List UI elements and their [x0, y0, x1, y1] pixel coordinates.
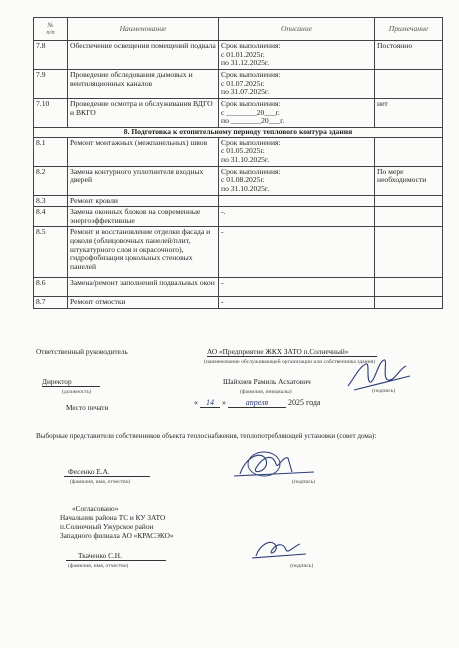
date-month: апреля [228, 399, 286, 408]
cell-num: 8.1 [34, 137, 68, 166]
org-name: АО «Предприятие ЖКХ ЗАТО п.Солнечный» [207, 348, 377, 357]
agreed-label: «Согласовано» [72, 504, 119, 513]
agree-sig-caption: (подпись) [290, 563, 314, 569]
stamp-place: Место печати [66, 403, 109, 412]
table-row [34, 227, 443, 278]
cell-note [375, 195, 443, 207]
cell-num: 8.4 [34, 207, 68, 227]
cell-note [375, 137, 443, 166]
date-day: 14 [200, 399, 220, 408]
person-name: Шайхиев Рамиль Асхатович [223, 377, 311, 386]
cell-note: Постоянно [375, 41, 443, 70]
cell-num: 7.9 [34, 70, 68, 99]
person-caption: (фамилия, инициалы) [240, 389, 292, 395]
cell-name: Проведение обследования дымовых и вентиляционных каналов [68, 70, 219, 99]
rep-sig-caption: (подпись) [292, 479, 316, 485]
header-name: Наименование [68, 18, 219, 41]
cell-note [375, 278, 443, 297]
cell-note [375, 227, 443, 278]
table-row [34, 166, 443, 195]
table-row [34, 70, 443, 99]
agree-line-1: Начальник района ТС и КУ ЗАТО [60, 513, 166, 522]
cell-name: Ремонт монтажных (межпанельных) швов [68, 137, 219, 166]
section-title: 8. Подготовка к отопительному периоду теплового контура здания [34, 128, 443, 138]
cell-name: Проведение осмотра и обслуживания ВДГО и ВКГО [68, 99, 219, 128]
rep-name: Фесенко Е.А. [64, 468, 150, 477]
cell-name: Замена оконных блоков на современные энергоэффективные [68, 207, 219, 227]
cell-name: Обеспечение освещения помещений подвала [68, 41, 219, 70]
cell-note [375, 70, 443, 99]
cell-note: нет [375, 99, 443, 128]
section-row [34, 128, 443, 138]
signature-caption: (подпись) [372, 388, 396, 394]
position-caption: (должность) [62, 389, 92, 395]
cell-name: Ремонт отмостки [68, 297, 219, 309]
cell-desc: - [219, 297, 375, 309]
responsible-label: Ответственный руководитель [36, 347, 128, 356]
date-line [194, 399, 320, 408]
cell-desc: Срок выполнения: с 01.08.2025г. по 31.10.2025г. [219, 166, 375, 195]
cell-desc: -. [219, 207, 375, 227]
org-caption: (наименование обслуживающей организации или собственника здания) [204, 359, 376, 365]
cell-desc: Срок выполнения: с 01.01.2025г. по 31.12.2025г. [219, 41, 375, 70]
cell-num: 8.5 [34, 227, 68, 278]
agree-line-3: Западного филиала АО «КРАСЭКО» [60, 531, 174, 540]
position: Директор [42, 378, 100, 387]
cell-num: 8.3 [34, 195, 68, 207]
table-row [34, 41, 443, 70]
agree-name: Ткаченко С.Н. [66, 552, 166, 561]
table-row [34, 207, 443, 227]
rep-caption: (фамилия, имя, отчество) [70, 479, 131, 485]
cell-desc: Срок выполнения: с 01.05.2025г. по 31.10.2025г. [219, 137, 375, 166]
elected-label: Выборные представители собственников объекта теплоснабжения, теплопотребляющей установки (совет дома): [36, 432, 377, 440]
cell-num: 7.8 [34, 41, 68, 70]
cell-desc: - [219, 227, 375, 278]
table-row [34, 297, 443, 309]
table-header-row [34, 18, 443, 41]
cell-num: 8.2 [34, 166, 68, 195]
date-year: 2025 года [288, 398, 321, 407]
date-quote-open: « [194, 398, 198, 407]
header-desc: Описание [219, 18, 375, 41]
cell-name: Ремонт и восстановление отделки фасада и цоколя (облицовочных панелей/плит, штукатурного слоя и окрасочного), гидрофобизация цокольных стеновых панелей [68, 227, 219, 278]
cell-name: Замена/ремонт заполнений подвальных окон [68, 278, 219, 297]
cell-name: Ремонт кровли [68, 195, 219, 207]
agree-line-2: п.Солнечный Ужурское район [60, 522, 154, 531]
cell-desc: Срок выполнения: с ________20___г. по ________20___г. [219, 99, 375, 128]
agree-caption: (фамилия, имя, отчество) [68, 563, 129, 569]
signature-agree [250, 534, 310, 564]
table-row [34, 195, 443, 207]
header-note: Примечание [375, 18, 443, 41]
cell-note: По мере необходимости [375, 166, 443, 195]
cell-num: 7.10 [34, 99, 68, 128]
table-row [34, 137, 443, 166]
cell-desc: Срок выполнения: с 01.07.2025г. по 31.07.2025г. [219, 70, 375, 99]
header-num: № п/п [34, 18, 68, 41]
cell-desc: - [219, 278, 375, 297]
cell-num: 8.7 [34, 297, 68, 309]
table-row [34, 99, 443, 128]
date-quote-close: » [222, 398, 226, 407]
table-row [34, 278, 443, 297]
cell-desc [219, 195, 375, 207]
cell-note [375, 297, 443, 309]
cell-num: 8.6 [34, 278, 68, 297]
cell-name: Замена контурного уплотнителя входных дверей [68, 166, 219, 195]
cell-note [375, 207, 443, 227]
work-plan-table [33, 17, 443, 309]
